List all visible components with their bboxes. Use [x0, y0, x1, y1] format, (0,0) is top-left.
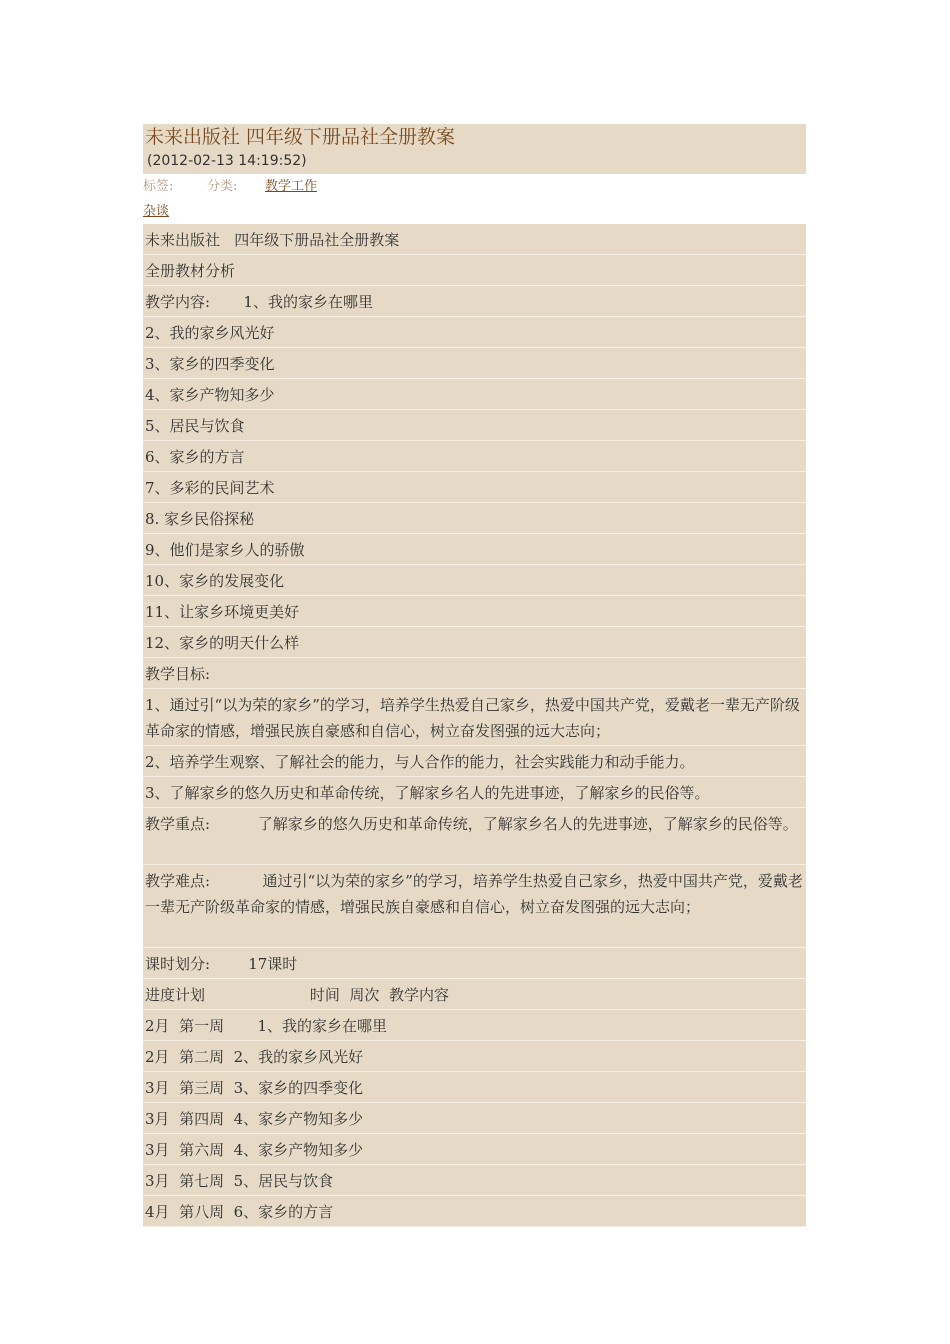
content-text: 3、家乡的四季变化: [145, 355, 275, 373]
content-row: [143, 1134, 806, 1165]
content-row: [143, 472, 806, 503]
content-text: 2、培养学生观察、了解社会的能力，与人合作的能力，社会实践能力和动手能力。: [145, 753, 695, 771]
content-text: 未来出版社 四年级下册品社全册教案: [145, 231, 400, 249]
tags-label: 标签:: [143, 179, 174, 194]
content-row: [143, 565, 806, 596]
content-text: 全册教材分析: [145, 262, 236, 280]
content-row: [143, 979, 806, 1010]
content-text: 3月 第七周 5、居民与饮食: [145, 1172, 334, 1190]
post-date: (2012-02-13 14:19:52): [147, 153, 307, 169]
content-row: [143, 1041, 806, 1072]
content-row: [143, 689, 806, 746]
content-row: [143, 658, 806, 689]
post-header: [143, 124, 806, 174]
content-row: [143, 503, 806, 534]
content-text: 3、了解家乡的悠久历史和革命传统，了解家乡名人的先进事迹，了解家乡的民俗等。: [145, 784, 710, 802]
content-text: 4、家乡产物知多少: [145, 386, 275, 404]
content-row: [143, 441, 806, 472]
content-text: 10、家乡的发展变化: [145, 572, 285, 590]
content-text: 11、让家乡环境更美好: [145, 603, 300, 621]
category-link[interactable]: 教学工作: [265, 179, 318, 194]
post-title: 未来出版社 四年级下册品社全册教案: [145, 126, 456, 148]
content-text: 进度计划 时间 周次 教学内容: [145, 986, 449, 1004]
content-row: [143, 1165, 806, 1196]
content-text: 2、我的家乡风光好: [145, 324, 275, 342]
content-row: [143, 1103, 806, 1134]
post-meta: [143, 176, 806, 198]
content-row: [143, 627, 806, 658]
content-text: 3月 第三周 3、家乡的四季变化: [145, 1079, 364, 1097]
content-text: 教学目标:: [145, 665, 211, 683]
content-row: [143, 596, 806, 627]
content-row: [143, 746, 806, 777]
content-row: [143, 1072, 806, 1103]
content-text: 1、通过引“以为荣的家乡”的学习，培养学生热爱自己家乡，热爱中国共产党，爱戴老一辈无产阶级革命家的情感，增强民族自豪感和自信心，树立奋发图强的远大志向；: [145, 696, 800, 740]
content-row: [143, 865, 806, 948]
content-text: 6、家乡的方言: [145, 448, 245, 466]
category-label: 分类:: [207, 179, 238, 194]
content-text: 教学内容: 1、我的家乡在哪里: [145, 293, 373, 311]
post-content: [143, 224, 806, 1227]
content-text: 5、居民与饮食: [145, 417, 245, 435]
content-row: [143, 379, 806, 410]
content-row: [143, 286, 806, 317]
content-row: [143, 534, 806, 565]
content-text: 教学难点: 通过引“以为荣的家乡”的学习，培养学生热爱自己家乡，热爱中国共产党，爱戴老一辈无产阶级革命家的情感，增强民族自豪感和自信心，树立奋发图强的远大志向；: [145, 872, 803, 916]
content-row: [143, 808, 806, 865]
content-row: [143, 255, 806, 286]
content-text: 8. 家乡民俗探秘: [145, 510, 255, 528]
content-text: 12、家乡的明天什么样: [145, 634, 300, 652]
content-row: [143, 1010, 806, 1041]
content-text: 9、他们是家乡人的骄傲: [145, 541, 305, 559]
content-text: 教学重点: 了解家乡的悠久历史和革命传统，了解家乡名人的先进事迹，了解家乡的民俗等。: [145, 815, 798, 833]
content-text: 7、多彩的民间艺术: [145, 479, 275, 497]
content-text: 3月 第六周 4、家乡产物知多少: [145, 1141, 364, 1159]
content-row: [143, 777, 806, 808]
content-text: 课时划分: 17课时: [145, 955, 298, 973]
content-row: [143, 410, 806, 441]
content-text: 2月 第二周 2、我的家乡风光好: [145, 1048, 364, 1066]
misc-tag-link[interactable]: 杂谈: [143, 204, 170, 219]
content-row: [143, 224, 806, 255]
content-text: 4月 第八周 6、家乡的方言: [145, 1203, 334, 1221]
content-text: 3月 第四周 4、家乡产物知多少: [145, 1110, 364, 1128]
content-row: [143, 348, 806, 379]
content-row: [143, 1196, 806, 1227]
content-row: [143, 317, 806, 348]
content-text: 2月 第一周 1、我的家乡在哪里: [145, 1017, 388, 1035]
content-row: [143, 948, 806, 979]
